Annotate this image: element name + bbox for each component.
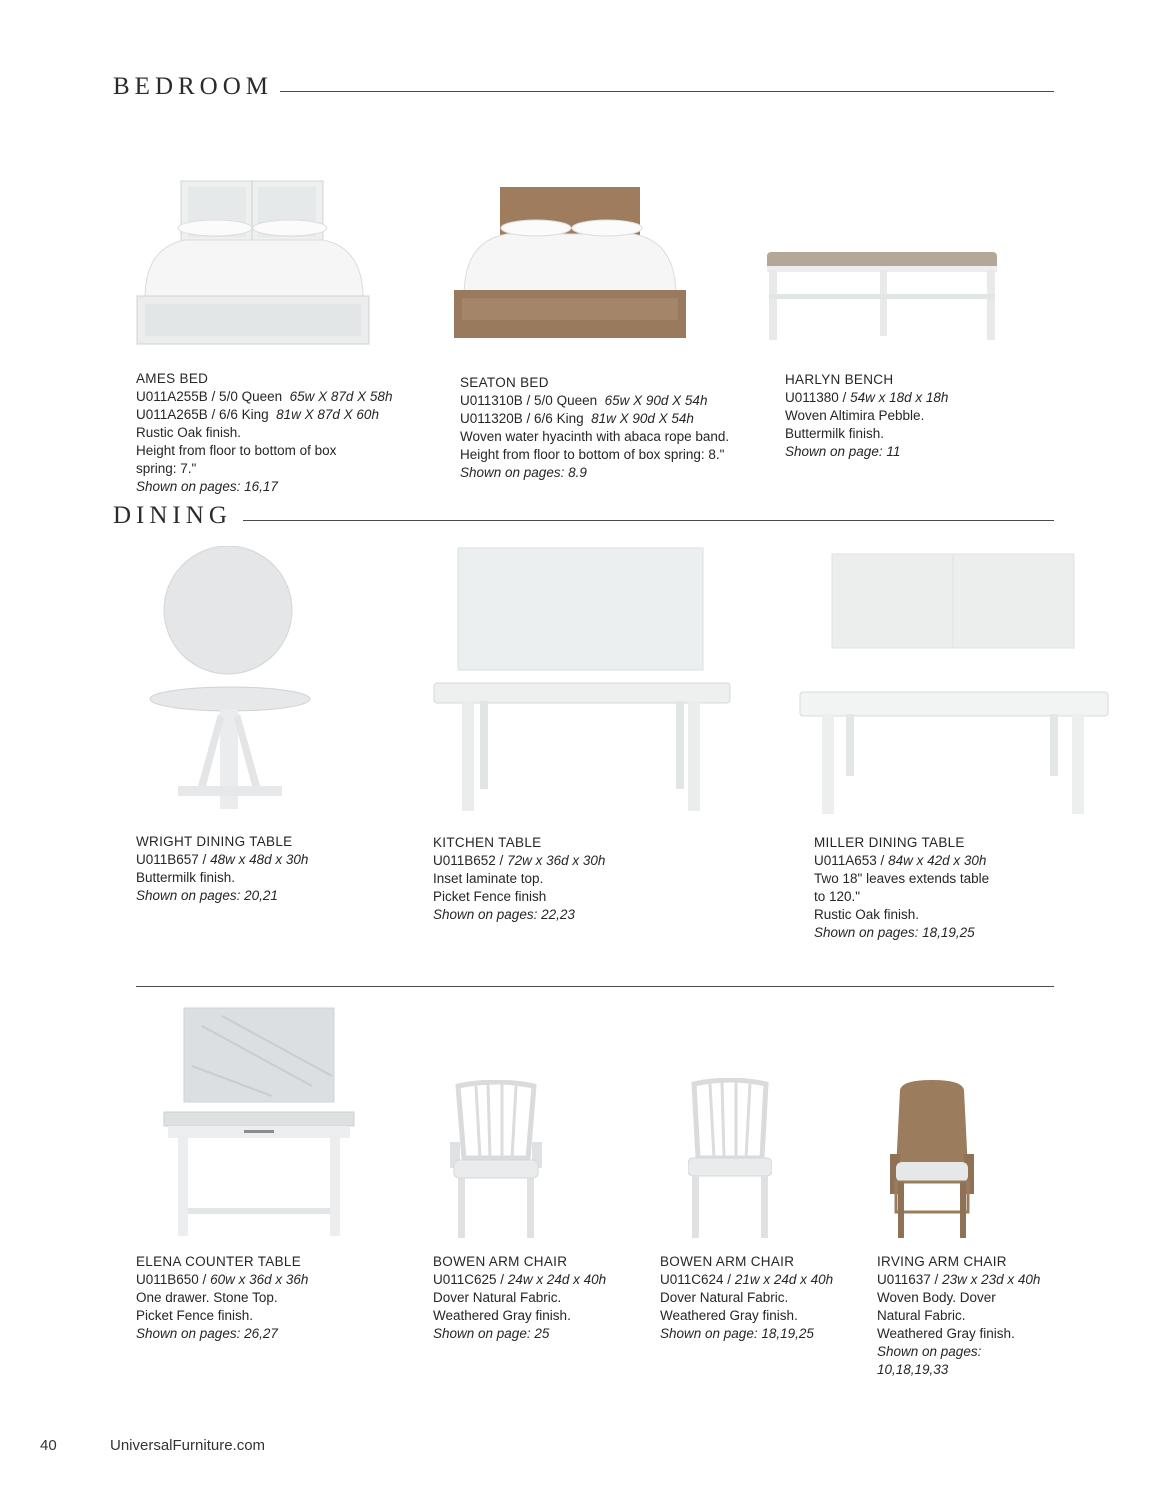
product-name: BOWEN ARM CHAIR (660, 1254, 795, 1269)
product-name: MILLER DINING TABLE (814, 835, 965, 850)
product-name: KITCHEN TABLE (433, 835, 542, 850)
product-sku-line: U011380 / 54w x 18d x 18h (785, 390, 949, 405)
ames-bed-image (135, 178, 373, 348)
product-ames-bed (136, 370, 392, 496)
product-sku-line: U011320B / 6/6 King 81w X 90d X 54h (460, 411, 694, 426)
product-miller-dining-table (814, 834, 989, 942)
product-name: SEATON BED (460, 375, 549, 390)
product-description: Height from floor to bottom of box spring: 8." (460, 447, 725, 462)
product-description: Dover Natural Fabric. (433, 1290, 562, 1305)
product-pages: Shown on pages: 8.9 (460, 465, 587, 480)
product-description: spring: 7." (136, 461, 197, 476)
product-description: Dover Natural Fabric. (660, 1290, 789, 1305)
product-sku-line: U011A653 / 84w x 42d x 30h (814, 853, 987, 868)
harlyn-bench-image (765, 250, 999, 342)
product-sku-line: U011A255B / 5/0 Queen 65w X 87d X 58h (136, 389, 393, 404)
product-pages: Shown on pages: 26,27 (136, 1326, 278, 1341)
section-title-bedroom: BEDROOM (113, 73, 274, 100)
product-sku-line: U011310B / 5/0 Queen 65w X 90d X 54h (460, 393, 708, 408)
section-rule-bedroom (280, 91, 1054, 92)
product-sku-line: U011B650 / 60w x 36d x 36h (136, 1272, 309, 1287)
product-irving-arm-chair (877, 1253, 1040, 1379)
product-pages: Shown on pages: 18,19,25 (814, 925, 975, 940)
product-description: Two 18" leaves extends table (814, 871, 990, 886)
product-description: Weathered Gray finish. (660, 1308, 798, 1323)
product-sku-line: U011A265B / 6/6 King 81w X 87d X 60h (136, 407, 379, 422)
product-sku-line: U011C624 / 21w x 24d x 40h (660, 1272, 834, 1287)
product-wright-dining-table (136, 833, 308, 905)
product-name: ELENA COUNTER TABLE (136, 1254, 301, 1269)
page-number: 40 (40, 1437, 57, 1454)
product-bowen-arm-chair-c625 (433, 1253, 606, 1343)
product-kitchen-table (433, 834, 605, 924)
product-seaton-bed (460, 374, 729, 482)
section-title-dining: DINING (113, 502, 232, 529)
product-description: Picket Fence finish. (136, 1308, 254, 1323)
product-name: WRIGHT DINING TABLE (136, 834, 293, 849)
section-divider (136, 986, 1054, 987)
section-rule-dining (243, 520, 1054, 521)
product-pages: Shown on pages: 22,23 (433, 907, 575, 922)
seaton-bed-image (452, 186, 688, 342)
product-description: Rustic Oak finish. (136, 425, 242, 440)
product-description: Weathered Gray finish. (433, 1308, 571, 1323)
product-pages: Shown on page: 11 (785, 444, 901, 459)
product-description: Woven Body. Dover (877, 1290, 996, 1305)
footer-website: UniversalFurniture.com (110, 1437, 266, 1454)
product-harlyn-bench (785, 371, 948, 461)
product-description: Buttermilk finish. (136, 870, 236, 885)
product-description: Woven water hyacinth with abaca rope band. (460, 429, 730, 444)
product-description: Picket Fence finish (433, 889, 547, 904)
irving-arm-chair-image (890, 1078, 974, 1240)
product-sku-line: U011B652 / 72w x 36d x 30h (433, 853, 606, 868)
product-description: Natural Fabric. (877, 1308, 966, 1323)
product-description: One drawer. Stone Top. (136, 1290, 278, 1305)
product-sku-line: U011637 / 23w x 23d x 40h (877, 1272, 1041, 1287)
bowen-arm-chair-c624-image (688, 1078, 772, 1240)
product-sku-line: U011B657 / 48w x 48d x 30h (136, 852, 309, 867)
elena-counter-table-image (162, 1006, 356, 1242)
product-pages: Shown on page: 18,19,25 (660, 1326, 814, 1341)
bowen-arm-chair-c625-image (450, 1080, 542, 1240)
product-description: Buttermilk finish. (785, 426, 885, 441)
product-description: Inset laminate top. (433, 871, 544, 886)
product-pages: Shown on pages: 20,21 (136, 888, 278, 903)
miller-table-image (798, 550, 1110, 818)
product-name: IRVING ARM CHAIR (877, 1254, 1007, 1269)
product-description: Weathered Gray finish. (877, 1326, 1015, 1341)
product-elena-counter-table (136, 1253, 308, 1343)
product-pages: Shown on pages: 16,17 (136, 479, 278, 494)
product-bowen-arm-chair-c624 (660, 1253, 833, 1343)
product-description: to 120." (814, 889, 861, 904)
product-name: AMES BED (136, 371, 209, 386)
kitchen-table-image (432, 546, 732, 816)
wright-table-image (148, 546, 314, 816)
product-description: Height from floor to bottom of box (136, 443, 337, 458)
product-pages: 10,18,19,33 (877, 1362, 949, 1377)
product-pages: Shown on page: 25 (433, 1326, 550, 1341)
product-name: HARLYN BENCH (785, 372, 894, 387)
product-description: Rustic Oak finish. (814, 907, 920, 922)
product-pages: Shown on pages: (877, 1344, 982, 1359)
product-sku-line: U011C625 / 24w x 24d x 40h (433, 1272, 607, 1287)
product-name: BOWEN ARM CHAIR (433, 1254, 568, 1269)
product-description: Woven Altimira Pebble. (785, 408, 925, 423)
